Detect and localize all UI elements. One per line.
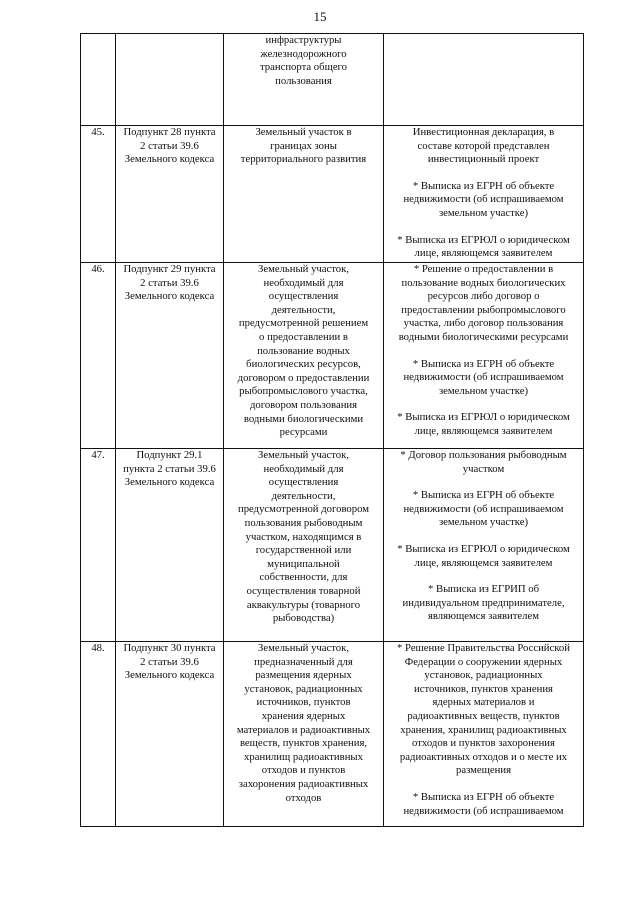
required-documents-cell: [384, 126, 584, 263]
legal-basis-cell: [116, 126, 224, 263]
document-entry: [386, 180, 581, 221]
documents-table: [80, 33, 584, 827]
land-plot-cell: [224, 34, 384, 126]
text-line: * Выписка из ЕГРЮЛ о юридическом: [397, 411, 570, 424]
text-line: Подпункт 28 пункта: [123, 126, 216, 138]
text-line: инвестиционный проект: [427, 153, 540, 166]
required-documents-cell: [384, 449, 584, 642]
text-line: недвижимости (об испрашиваемом: [403, 371, 564, 384]
land-plot-cell: [224, 449, 384, 642]
text-line: участком: [462, 462, 505, 475]
required-documents-cell: [384, 263, 584, 449]
text-line: пользования: [275, 74, 332, 87]
required-documents-cell: [384, 34, 584, 126]
text-line: государственной или: [255, 544, 352, 557]
document-entry: [386, 791, 581, 818]
text-line: Земельный участок,: [257, 263, 350, 275]
text-line: Земельного кодекса: [124, 476, 215, 489]
text-line: Земельного кодекса: [124, 153, 215, 166]
text-line: биологических ресурсов,: [246, 358, 361, 371]
text-line: недвижимости (об испрашиваемом: [403, 193, 564, 206]
text-line: о предоставлении в: [259, 330, 348, 343]
text-line: лице, являющемся заявителем: [414, 247, 553, 260]
text-line: индивидуальном предпринимателе,: [402, 596, 565, 609]
text-line: границах зоны: [270, 139, 337, 152]
text-line: осуществления: [268, 476, 339, 489]
text-line: захоронения радиоактивных: [238, 777, 369, 790]
document-entry: [386, 449, 581, 476]
text-line: установок, радиационных: [424, 669, 543, 682]
text-line: веществ, пунктов хранения,: [239, 737, 368, 750]
text-line: аквакультуры (товарного: [246, 598, 361, 611]
document-entry: [386, 583, 581, 624]
text-line: источников, пунктов хранения: [414, 682, 553, 695]
text-line: размещения ядерных: [255, 669, 352, 682]
text-line: 2 статьи 39.6: [140, 139, 199, 152]
land-plot-cell: [224, 263, 384, 449]
table-row: [81, 126, 584, 263]
text-line: * Выписка из ЕГРН об объекте: [412, 489, 555, 502]
text-line: территориального развития: [240, 153, 367, 166]
text-line: предусмотренной решением: [238, 317, 369, 330]
text-line: составе которой представлен: [417, 139, 550, 152]
text-line: Земельный участок,: [257, 449, 350, 461]
text-line: пользование водных: [257, 344, 350, 357]
required-documents-cell: [384, 642, 584, 827]
legal-basis-cell: [116, 34, 224, 126]
text-line: рыбоводства): [272, 612, 335, 625]
text-line: Федерации о сооружении ядерных: [404, 655, 563, 668]
row-number-cell: 45.: [81, 126, 116, 263]
text-line: хранилищ радиоактивных: [244, 750, 363, 763]
text-line: * Выписка из ЕГРН об объекте: [412, 357, 555, 370]
text-line: договором о предоставлении: [237, 371, 370, 384]
text-line: ресурсов либо договор о: [427, 290, 540, 303]
text-line: деятельности,: [271, 489, 336, 502]
text-line: материалов и радиоактивных: [236, 723, 371, 736]
text-line: осуществления товарной: [246, 584, 361, 597]
text-line: Подпункт 30 пункта: [123, 642, 216, 654]
text-line: муниципальной: [267, 557, 340, 570]
row-number-cell: 47.: [81, 449, 116, 642]
text-line: участка, либо договор пользования: [403, 317, 564, 330]
text-line: предоставлении рыбопромыслового: [401, 303, 566, 316]
text-line: радиоактивных веществ, пунктов: [407, 709, 560, 722]
land-plot-cell: [224, 642, 384, 827]
text-line: 2 статьи 39.6: [140, 276, 199, 289]
text-line: необходимый для: [263, 462, 344, 475]
page-number: 15: [313, 9, 327, 24]
text-line: Земельный участок в: [255, 126, 352, 138]
text-line: водными биологическими ресурсами: [398, 330, 569, 343]
legal-basis-cell: [116, 263, 224, 449]
text-line: * Выписка из ЕГРН об объекте: [412, 179, 555, 192]
text-line: источников, пунктов: [256, 696, 351, 709]
legal-basis-cell: [116, 642, 224, 827]
table-row: [81, 449, 584, 642]
text-line: Подпункт 29 пункта: [123, 263, 216, 275]
text-line: необходимый для: [263, 276, 344, 289]
text-line: * Решение Правительства Российской: [397, 642, 570, 654]
text-line: Инвестиционная декларация, в: [412, 126, 555, 138]
row-number-cell: [81, 34, 116, 126]
table-row: [81, 263, 584, 449]
legal-basis-cell: [116, 449, 224, 642]
document-entry: [386, 411, 581, 438]
text-line: * Выписка из ЕГРИП об: [427, 583, 540, 596]
text-line: недвижимости (об испрашиваемом: [403, 804, 564, 817]
text-line: * Решение о предоставлении в: [413, 263, 554, 275]
text-line: железнодорожного: [260, 47, 347, 60]
text-line: * Выписка из ЕГРН об объекте: [412, 790, 555, 803]
table-body: [81, 34, 584, 827]
table-row: [81, 34, 584, 126]
text-line: пользования рыбоводным: [244, 516, 363, 529]
document-entry: [386, 543, 581, 570]
text-line: размещения: [456, 764, 511, 777]
row-number-cell: 46.: [81, 263, 116, 449]
text-line: предусмотренной договором: [237, 503, 370, 516]
text-line: 2 статьи 39.6: [140, 655, 199, 668]
text-line: земельном участке): [438, 516, 529, 529]
text-line: недвижимости (об испрашиваемом: [403, 502, 564, 515]
text-line: * Договор пользования рыбоводным: [400, 449, 567, 461]
text-line: договором пользования: [249, 398, 358, 411]
text-line: рыбопромыслового участка,: [239, 385, 368, 398]
text-line: предназначенный для: [254, 655, 353, 668]
text-line: деятельности,: [271, 303, 336, 316]
text-line: * Выписка из ЕГРЮЛ о юридическом: [397, 542, 570, 555]
document-entry: [386, 126, 581, 167]
text-line: лице, являющемся заявителем: [414, 556, 553, 569]
text-line: осуществления: [268, 290, 339, 303]
text-line: земельном участке): [438, 384, 529, 397]
text-line: отходов: [285, 791, 322, 804]
text-line: отходов и пунктов: [261, 764, 346, 777]
text-line: установок, радиационных: [244, 682, 363, 695]
text-line: пункта 2 статьи 39.6: [123, 462, 216, 475]
text-line: хранения ядерных: [261, 709, 346, 722]
text-line: пользование водных биологических: [401, 276, 566, 289]
text-line: являющемся заявителем: [427, 610, 540, 623]
row-number-cell: 48.: [81, 642, 116, 827]
text-line: Земельный участок,: [257, 642, 350, 654]
text-line: ресурсами: [279, 426, 328, 439]
document-entry: [386, 642, 581, 778]
document-entry: [386, 358, 581, 399]
text-line: водными биологическими: [243, 412, 364, 425]
document-entry: [386, 489, 581, 530]
text-line: инфраструктуры: [265, 34, 342, 46]
text-line: хранения, хранилищ радиоактивных: [400, 723, 567, 736]
text-line: Подпункт 29.1: [136, 449, 203, 461]
document-entry: [386, 234, 581, 261]
text-line: ядерных материалов и: [432, 696, 535, 709]
text-line: * Выписка из ЕГРЮЛ о юридическом: [397, 233, 570, 246]
text-line: земельном участке): [438, 206, 529, 219]
text-line: участком, находящимся в: [245, 530, 362, 543]
text-line: лице, являющемся заявителем: [414, 424, 553, 437]
text-line: отходов и пунктов захоронения: [412, 737, 555, 750]
text-line: Земельного кодекса: [124, 290, 215, 303]
text-line: транспорта общего: [259, 61, 348, 74]
document-entry: [386, 263, 581, 345]
text-line: Земельного кодекса: [124, 669, 215, 682]
text-line: радиоактивных отходов и о месте их: [399, 750, 568, 763]
table-row: [81, 642, 584, 827]
text-line: собственности, для: [259, 571, 348, 584]
land-plot-cell: [224, 126, 384, 263]
